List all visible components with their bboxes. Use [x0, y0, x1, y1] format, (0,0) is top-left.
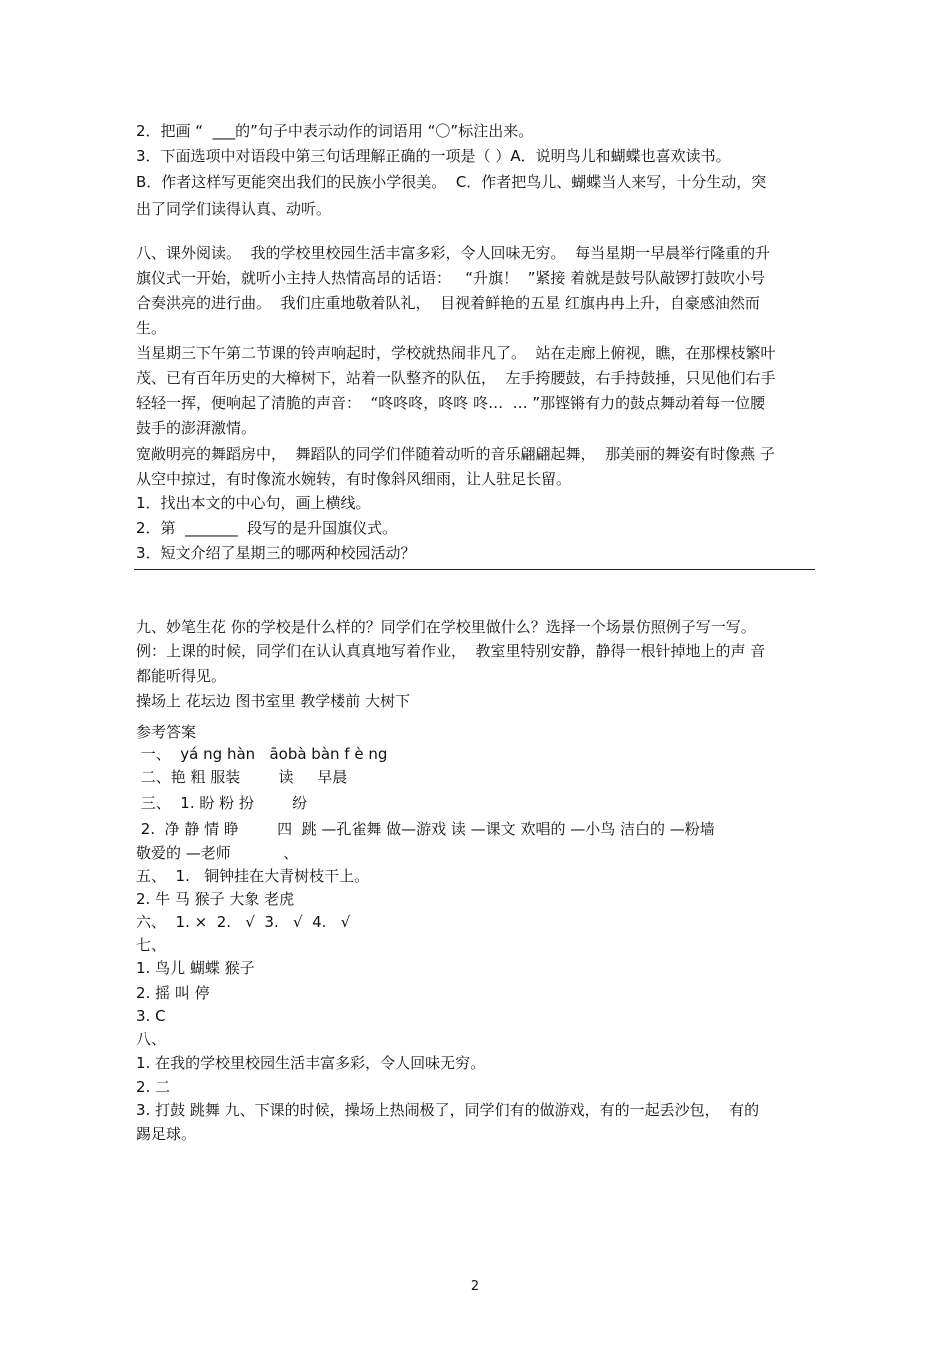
text-line: 2. 二	[136, 1078, 171, 1096]
text-line: 宽敞明亮的舞蹈房中， 舞蹈队的同学们伴随着动听的音乐翩翩起舞， 那美丽的舞姿有时像燕 子	[136, 445, 775, 463]
text-line: 例：上课的时候，同学们在认认真真地写着作业， 教室里特别安静，静得一根针掉地上的声 音	[136, 642, 766, 660]
text-line: 2．第 _______ 段写的是升国旗仪式。	[136, 519, 398, 537]
text-line: 参考答案	[136, 723, 197, 741]
text-line: 九、妙笔生花 你的学校是什么样的？同学们在学校里做什么？选择一个场景仿照例子写一写。	[136, 618, 756, 636]
text-line: 轻轻一挥，便响起了清脆的声音： “咚咚咚，咚咚 咚… … ”那铿锵有力的鼓点舞动着每一位腰	[136, 394, 766, 412]
text-line: 从空中掠过，有时像流水婉转，有时像斜风细雨，让人驻足长留。	[136, 470, 572, 488]
text-line: 3．短文介绍了星期三的哪两种校园活动？	[136, 544, 416, 562]
text-line: 茂、已有百年历史的大樟树下，站着一队整齐的队伍， 左手挎腰鼓，右手持鼓捶，只见他们右手	[136, 369, 776, 387]
text-line: 二、艳 粗 服装 读 早晨	[136, 768, 348, 786]
text-line: B．作者这样写更能突出我们的民族小学很美。 C．作者把鸟儿、蝴蝶当人来写，十分生动，突	[136, 173, 767, 191]
text-line: 一、 yá ng hàn āobà bàn f è ng	[136, 745, 388, 763]
text-line: 六、 1. × 2. √ 3. √ 4. √	[136, 913, 351, 931]
text-line: 2. 牛 马 猴子 大象 老虎	[136, 890, 295, 908]
text-line: 1．找出本文的中心句，画上横线。	[136, 494, 371, 512]
text-line: 3. C	[136, 1007, 166, 1025]
text-line: 都能听得见。	[136, 667, 227, 685]
text-line: 2. 净 静 情 睁 四 跳 —孔雀舞 做—游戏 读 —课文 欢唱的 —小鸟 洁白的 —粉墙	[136, 820, 715, 838]
text-line: 3. 打鼓 跳舞 九、下课的时候，操场上热闹极了，同学们有的做游戏，有的一起丢沙包， 有的	[136, 1101, 760, 1119]
text-line: 2. 摇 叫 停	[136, 984, 210, 1002]
section-divider	[134, 569, 815, 570]
text-line: 1. 鸟儿 蝴蝶 猴子	[136, 959, 255, 977]
text-line: 当星期三下午第二节课的铃声响起时，学校就热闹非凡了。 站在走廊上俯视，瞧，在那棵枝繁叶	[136, 344, 776, 362]
text-line: 鼓手的澎湃激情。	[136, 419, 257, 437]
text-line: 操场上 花坛边 图书室里 教学楼前 大树下	[136, 692, 411, 710]
text-line: 1. 在我的学校里校园生活丰富多彩，令人回味无穷。	[136, 1054, 486, 1072]
text-line: 出了同学们读得认真、动听。	[136, 200, 332, 218]
text-line: 八、	[136, 1030, 167, 1048]
text-line: 3．下面选项中对语段中第三句话理解正确的一项是（ ）A．说明鸟儿和蝴蝶也喜欢读书。	[136, 147, 731, 165]
text-line: 八、课外阅读。 我的学校里校园生活丰富多彩，令人回味无穷。 每当星期一早晨举行隆重的升	[136, 244, 771, 262]
text-line: 2．把画 “ ___的”句子中表示动作的词语用 “〇”标注出来。	[136, 122, 534, 140]
text-line: 三、 1. 盼 粉 扮 纷	[136, 794, 308, 812]
text-line: 七、	[136, 936, 167, 954]
text-line: 踢足球。	[136, 1125, 197, 1143]
text-line: 敬爱的 —老师 、	[136, 844, 299, 862]
text-line: 旗仪式一开始，就听小主持人热情高昂的话语： “升旗！ ”紧接 着就是鼓号队敲锣打鼓吹小号	[136, 269, 766, 287]
page-number: 2	[470, 1279, 480, 1294]
text-line: 五、 1. 铜钟挂在大青树枝干上。	[136, 867, 370, 885]
text-line: 生。	[136, 319, 167, 337]
text-line: 合奏洪亮的进行曲。 我们庄重地敬着队礼， 目视着鲜艳的五星 红旗冉冉上升，自豪感油然而	[136, 294, 760, 312]
